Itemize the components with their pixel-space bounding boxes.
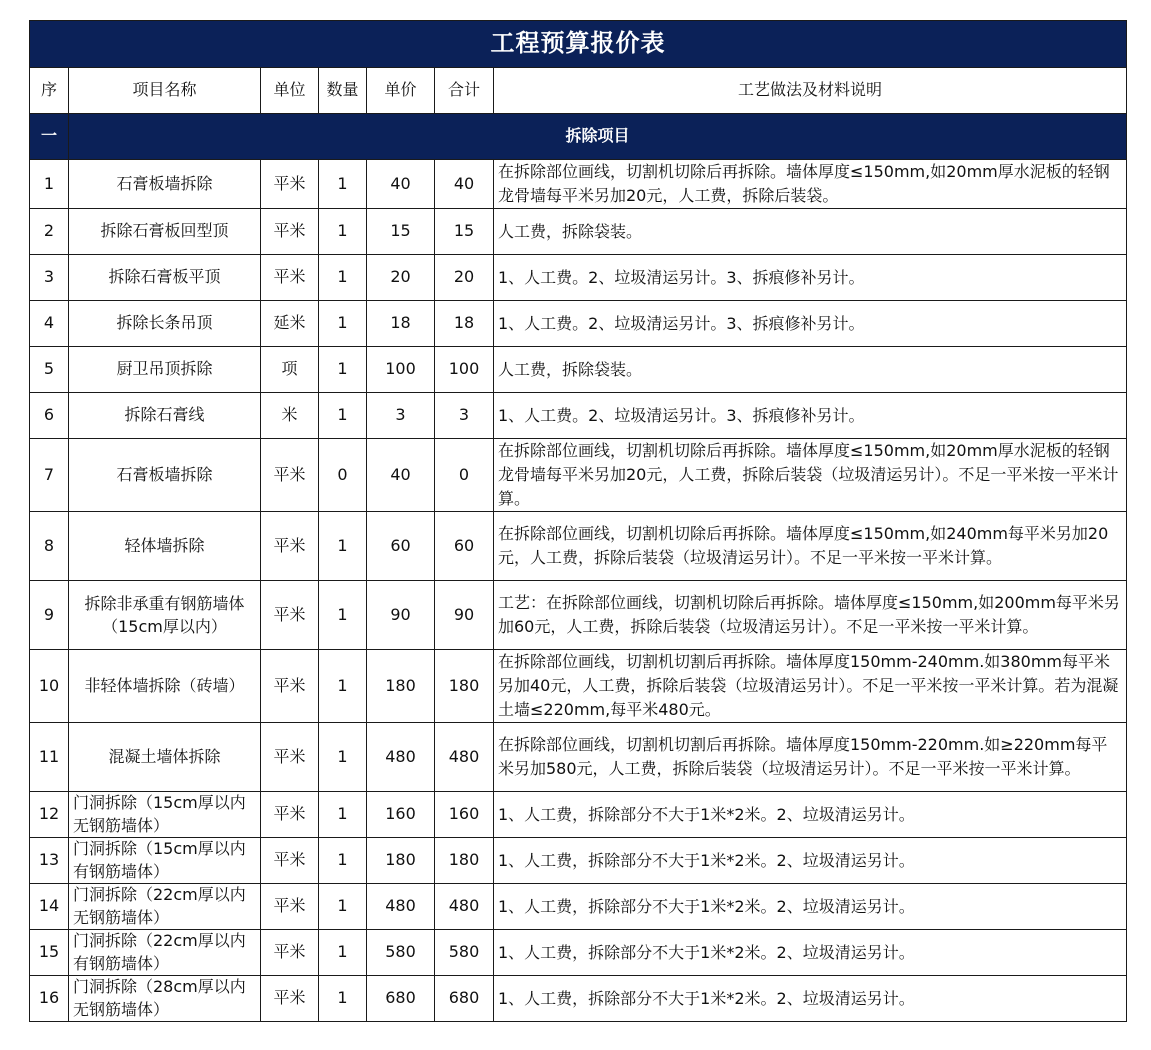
table-row (30, 581, 1127, 650)
cell-name: 非轻体墙拆除（砖墙） (69, 650, 261, 723)
cell-desc: 在拆除部位画线，切割机切割后再拆除。墙体厚度150mm-240mm.如380mm每平米另加40元，人工费，拆除后装袋（垃圾清运另计）。不足一平米按一平米计算。若为混凝土墙≤220mm,每平米480元。 (494, 650, 1127, 723)
cell-desc: 工艺：在拆除部位画线，切割机切除后再拆除。墙体厚度≤150mm,如200mm每平米另加60元，人工费，拆除后装袋（垃圾清运另计）。不足一平米按一平米计算。 (494, 581, 1127, 650)
cell-qty: 1 (319, 347, 367, 393)
cell-desc: 1、人工费，拆除部分不大于1米*2米。2、垃圾清运另计。 (494, 792, 1127, 838)
cell-desc: 1、人工费，拆除部分不大于1米*2米。2、垃圾清运另计。 (494, 930, 1127, 976)
cell-price: 60 (367, 512, 435, 581)
cell-total: 0 (435, 439, 494, 512)
cell-price: 40 (367, 439, 435, 512)
cell-desc: 人工费，拆除袋装。 (494, 209, 1127, 255)
cell-name: 拆除石膏板平顶 (69, 255, 261, 301)
cell-name: 厨卫吊顶拆除 (69, 347, 261, 393)
cell-total: 580 (435, 930, 494, 976)
header-seq: 序 (30, 68, 69, 114)
cell-unit: 平米 (261, 160, 319, 209)
cell-price: 90 (367, 581, 435, 650)
cell-name: 拆除石膏线 (69, 393, 261, 439)
section-row (30, 114, 1127, 160)
cell-total: 40 (435, 160, 494, 209)
cell-qty: 0 (319, 439, 367, 512)
header-price: 单价 (367, 68, 435, 114)
cell-desc: 在拆除部位画线，切割机切割后再拆除。墙体厚度150mm-220mm.如≥220mm每平米另加580元，人工费，拆除后装袋（垃圾清运另计）。不足一平米按一平米计算。 (494, 723, 1127, 792)
cell-qty: 1 (319, 581, 367, 650)
cell-unit: 平米 (261, 838, 319, 884)
cell-total: 100 (435, 347, 494, 393)
cell-seq: 9 (30, 581, 69, 650)
cell-name: 门洞拆除（22cm厚以内无钢筋墙体） (69, 884, 261, 930)
table-row (30, 976, 1127, 1022)
page-title: 工程预算报价表 (30, 21, 1127, 68)
cell-price: 160 (367, 792, 435, 838)
cell-seq: 13 (30, 838, 69, 884)
table-row (30, 930, 1127, 976)
cell-price: 680 (367, 976, 435, 1022)
cell-qty: 1 (319, 838, 367, 884)
cell-seq: 14 (30, 884, 69, 930)
cell-desc: 1、人工费，拆除部分不大于1米*2米。2、垃圾清运另计。 (494, 884, 1127, 930)
cell-price: 18 (367, 301, 435, 347)
budget-table (29, 20, 1127, 1022)
cell-unit: 平米 (261, 512, 319, 581)
header-row (30, 68, 1127, 114)
cell-qty: 1 (319, 393, 367, 439)
cell-desc: 1、人工费。2、垃圾清运另计。3、拆痕修补另计。 (494, 393, 1127, 439)
cell-desc: 1、人工费。2、垃圾清运另计。3、拆痕修补另计。 (494, 301, 1127, 347)
cell-desc: 1、人工费。2、垃圾清运另计。3、拆痕修补另计。 (494, 255, 1127, 301)
cell-unit: 平米 (261, 930, 319, 976)
cell-unit: 平米 (261, 581, 319, 650)
cell-name: 石膏板墙拆除 (69, 160, 261, 209)
cell-qty: 1 (319, 512, 367, 581)
table-row (30, 209, 1127, 255)
cell-unit: 平米 (261, 439, 319, 512)
cell-desc: 1、人工费，拆除部分不大于1米*2米。2、垃圾清运另计。 (494, 976, 1127, 1022)
table-row (30, 160, 1127, 209)
cell-total: 90 (435, 581, 494, 650)
header-unit: 单位 (261, 68, 319, 114)
title-row (30, 21, 1127, 68)
table-row (30, 650, 1127, 723)
cell-unit: 平米 (261, 884, 319, 930)
cell-name: 门洞拆除（22cm厚以内有钢筋墙体） (69, 930, 261, 976)
cell-qty: 1 (319, 976, 367, 1022)
cell-total: 20 (435, 255, 494, 301)
cell-price: 180 (367, 650, 435, 723)
cell-name: 门洞拆除（15cm厚以内有钢筋墙体） (69, 838, 261, 884)
cell-name: 门洞拆除（28cm厚以内无钢筋墙体） (69, 976, 261, 1022)
cell-total: 3 (435, 393, 494, 439)
cell-total: 680 (435, 976, 494, 1022)
cell-total: 480 (435, 723, 494, 792)
cell-desc: 在拆除部位画线，切割机切除后再拆除。墙体厚度≤150mm,如20mm厚水泥板的轻钢龙骨墙每平米另加20元，人工费，拆除后装袋（垃圾清运另计）。不足一平米按一平米计算。 (494, 439, 1127, 512)
cell-price: 40 (367, 160, 435, 209)
cell-desc: 在拆除部位画线，切割机切除后再拆除。墙体厚度≤150mm,如240mm每平米另加20元，人工费，拆除后装袋（垃圾清运另计）。不足一平米按一平米计算。 (494, 512, 1127, 581)
table-row (30, 255, 1127, 301)
cell-seq: 16 (30, 976, 69, 1022)
cell-qty: 1 (319, 792, 367, 838)
cell-unit: 平米 (261, 723, 319, 792)
cell-desc: 在拆除部位画线，切割机切除后再拆除。墙体厚度≤150mm,如20mm厚水泥板的轻钢龙骨墙每平米另加20元，人工费，拆除后装袋。 (494, 160, 1127, 209)
header-desc: 工艺做法及材料说明 (494, 68, 1127, 114)
cell-unit: 项 (261, 347, 319, 393)
cell-seq: 2 (30, 209, 69, 255)
cell-qty: 1 (319, 930, 367, 976)
cell-seq: 10 (30, 650, 69, 723)
cell-qty: 1 (319, 650, 367, 723)
header-total: 合计 (435, 68, 494, 114)
cell-seq: 8 (30, 512, 69, 581)
budget-sheet (29, 20, 1126, 1022)
cell-seq: 4 (30, 301, 69, 347)
table-row (30, 792, 1127, 838)
cell-price: 180 (367, 838, 435, 884)
cell-price: 20 (367, 255, 435, 301)
cell-total: 480 (435, 884, 494, 930)
cell-name: 拆除非承重有钢筋墙体（15cm厚以内） (69, 581, 261, 650)
cell-unit: 平米 (261, 255, 319, 301)
cell-total: 180 (435, 838, 494, 884)
cell-total: 160 (435, 792, 494, 838)
cell-qty: 1 (319, 723, 367, 792)
cell-unit: 米 (261, 393, 319, 439)
cell-price: 580 (367, 930, 435, 976)
cell-name: 拆除石膏板回型顶 (69, 209, 261, 255)
cell-seq: 11 (30, 723, 69, 792)
cell-unit: 平米 (261, 976, 319, 1022)
header-qty: 数量 (319, 68, 367, 114)
cell-qty: 1 (319, 209, 367, 255)
cell-desc: 人工费，拆除袋装。 (494, 347, 1127, 393)
cell-unit: 平米 (261, 650, 319, 723)
cell-seq: 7 (30, 439, 69, 512)
cell-name: 轻体墙拆除 (69, 512, 261, 581)
cell-total: 15 (435, 209, 494, 255)
cell-price: 100 (367, 347, 435, 393)
cell-total: 18 (435, 301, 494, 347)
cell-desc: 1、人工费，拆除部分不大于1米*2米。2、垃圾清运另计。 (494, 838, 1127, 884)
table-row (30, 347, 1127, 393)
table-row (30, 512, 1127, 581)
cell-seq: 3 (30, 255, 69, 301)
cell-price: 480 (367, 884, 435, 930)
cell-name: 拆除长条吊顶 (69, 301, 261, 347)
cell-name: 混凝土墙体拆除 (69, 723, 261, 792)
cell-price: 480 (367, 723, 435, 792)
cell-name: 门洞拆除（15cm厚以内无钢筋墙体） (69, 792, 261, 838)
cell-seq: 1 (30, 160, 69, 209)
section-title: 拆除项目 (69, 114, 1127, 160)
table-row (30, 393, 1127, 439)
table-row (30, 723, 1127, 792)
table-row (30, 301, 1127, 347)
cell-qty: 1 (319, 160, 367, 209)
cell-name: 石膏板墙拆除 (69, 439, 261, 512)
cell-price: 3 (367, 393, 435, 439)
cell-seq: 15 (30, 930, 69, 976)
cell-total: 180 (435, 650, 494, 723)
table-row (30, 439, 1127, 512)
cell-seq: 6 (30, 393, 69, 439)
cell-qty: 1 (319, 255, 367, 301)
cell-price: 15 (367, 209, 435, 255)
cell-seq: 12 (30, 792, 69, 838)
cell-seq: 5 (30, 347, 69, 393)
cell-unit: 平米 (261, 209, 319, 255)
table-row (30, 884, 1127, 930)
cell-qty: 1 (319, 884, 367, 930)
header-name: 项目名称 (69, 68, 261, 114)
table-row (30, 838, 1127, 884)
section-index: 一 (30, 114, 69, 160)
cell-qty: 1 (319, 301, 367, 347)
cell-unit: 平米 (261, 792, 319, 838)
cell-total: 60 (435, 512, 494, 581)
cell-unit: 延米 (261, 301, 319, 347)
